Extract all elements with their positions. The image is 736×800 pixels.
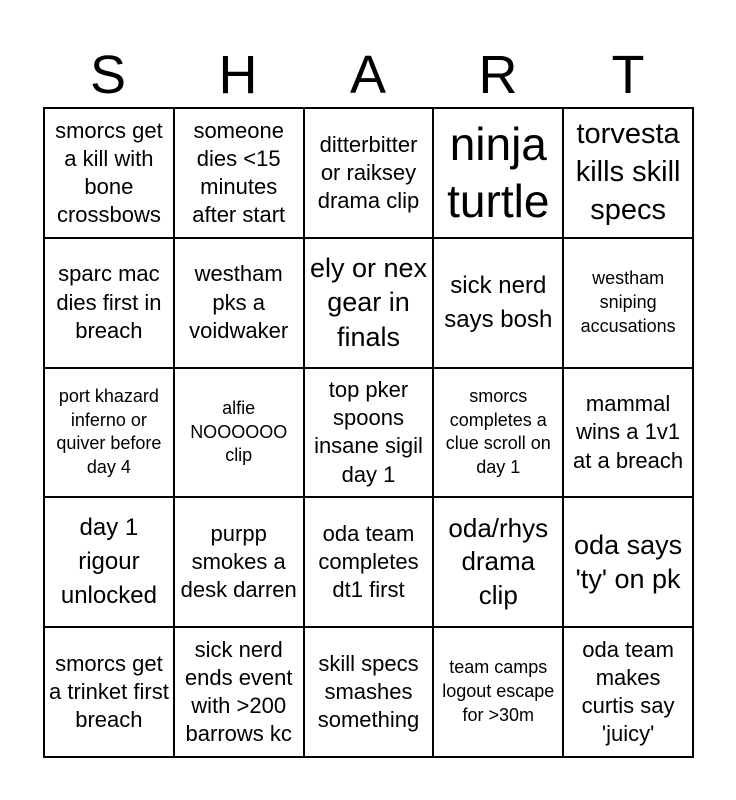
header-letter-a: A — [349, 45, 387, 105]
cell-text: oda team completes dt1 first — [318, 521, 419, 603]
header-letter-r: R — [478, 45, 518, 105]
cell-text: oda says 'ty' on pk — [574, 529, 683, 595]
bingo-cell-r4c3[interactable] — [304, 497, 434, 627]
bingo-cell-r5c5[interactable] — [563, 627, 693, 757]
header-letter-h: H — [218, 45, 258, 105]
bingo-cell-r1c4[interactable] — [433, 108, 563, 238]
bingo-cell-r3c4[interactable] — [433, 368, 563, 498]
cell-text: oda team makes curtis say 'juicy' — [581, 636, 675, 747]
bingo-cell-r2c2[interactable] — [174, 238, 304, 368]
cell-text: sick nerd ends event with >200 barrows kc — [184, 636, 293, 747]
bingo-cell-r3c5[interactable] — [563, 368, 693, 498]
cell-text: team camps logout escape for >30m — [442, 657, 555, 725]
bingo-cell-r3c3[interactable] — [304, 368, 434, 498]
bingo-cell-r4c2[interactable] — [174, 497, 304, 627]
bingo-cell-r5c2[interactable] — [174, 627, 304, 757]
cell-text: westham pks a voidwaker — [189, 261, 289, 343]
cell-text: mammal wins a 1v1 at a breach — [573, 391, 684, 473]
cell-text: torvesta kills skill specs — [575, 118, 681, 226]
bingo-cell-r2c5[interactable] — [563, 238, 693, 368]
bingo-cell-r5c3[interactable] — [304, 627, 434, 757]
bingo-cell-r2c4[interactable] — [433, 238, 563, 368]
cell-text: westham sniping accusations — [580, 268, 676, 336]
bingo-cell-r1c2[interactable] — [174, 108, 304, 238]
bingo-cell-r1c1[interactable] — [44, 108, 174, 238]
cell-text: port khazard inferno or quiver before day 4 — [56, 385, 162, 478]
cell-text: top pker spoons insane sigil day 1 — [314, 377, 423, 487]
bingo-cell-r4c5[interactable] — [563, 497, 693, 627]
bingo-cell-r1c5[interactable] — [563, 108, 693, 238]
cell-text: smorcs get a kill with bone crossbows — [55, 117, 163, 228]
bingo-cell-r5c1[interactable] — [44, 627, 174, 757]
bingo-cell-r1c3[interactable] — [304, 108, 434, 238]
bingo-header — [43, 44, 693, 106]
bingo-cell-r3c2[interactable] — [174, 368, 304, 498]
bingo-cell-r2c1[interactable] — [44, 238, 174, 368]
bingo-cell-r3c1[interactable] — [44, 368, 174, 498]
cell-text: ely or nex gear in finals — [309, 252, 428, 352]
cell-text: sick nerd says bosh — [444, 271, 553, 333]
header-letter-t: T — [611, 45, 645, 105]
cell-text: smorcs get a trinket first breach — [49, 650, 169, 733]
cell-text: day 1 rigour unlocked — [60, 514, 157, 610]
bingo-cell-r4c1[interactable] — [44, 497, 174, 627]
cell-text: purpp smokes a desk darren — [180, 521, 297, 603]
cell-text: ninja turtle — [447, 117, 550, 227]
cell-text: smorcs completes a clue scroll on day 1 — [445, 385, 551, 478]
bingo-board — [43, 107, 694, 758]
cell-text: oda/rhys drama clip — [448, 512, 549, 611]
bingo-cell-r2c3[interactable] — [304, 238, 434, 368]
bingo-cell-r4c4[interactable] — [433, 497, 563, 627]
cell-text: skill specs smashes something — [317, 650, 420, 733]
cell-text: sparc mac dies first in breach — [56, 261, 162, 343]
cell-text: ditterbitter or raiksey drama clip — [317, 131, 420, 213]
bingo-cell-r5c4[interactable] — [433, 627, 563, 757]
cell-text: alfie NOOOOOO clip — [190, 397, 288, 466]
header-letter-s: S — [89, 45, 127, 105]
cell-text: someone dies <15 minutes after start — [192, 117, 286, 228]
